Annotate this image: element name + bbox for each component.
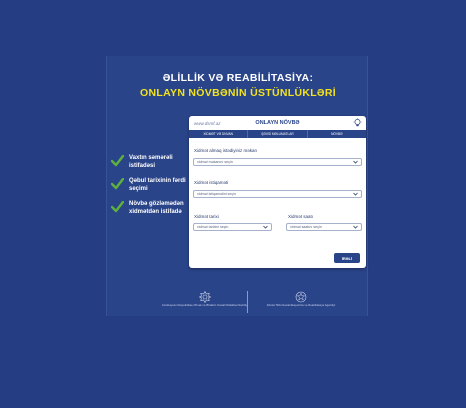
ministry-logo-block: [155, 291, 255, 307]
benefit-text: Qəbul tarixinin fərdi seçimi: [129, 178, 186, 192]
check-icon: [111, 201, 124, 213]
date-select-value: xidmət tarixini seçin: [197, 225, 229, 229]
headline-line2: ONLAYN NÖVBƏNİN ÜSTÜNLÜKLƏRİ: [140, 87, 336, 99]
direction-select[interactable]: [193, 190, 362, 198]
benefit-text: Növbə gözləmədən xidmətdən istifadə: [129, 201, 184, 215]
footer-divider: [247, 291, 248, 313]
place-label: Xidmət almaq istədiyiniz məkan: [194, 148, 258, 153]
progress-steps: [189, 130, 366, 138]
agency-emblem-icon: [295, 291, 307, 303]
time-select[interactable]: [286, 223, 362, 231]
site-url[interactable]: www.dsmf.az: [194, 120, 221, 126]
benefit-text: Vaxtın səmərəli istifadəsi: [129, 155, 173, 169]
time-select-value: xidmət saatını seçin: [290, 225, 322, 229]
benefit-item: [111, 177, 191, 193]
ministry-emblem-icon: [199, 291, 211, 303]
next-button[interactable]: İRƏLİ: [334, 253, 360, 263]
place-select-value: xidmət məkanını seçin: [197, 160, 233, 164]
benefit-item: [111, 154, 191, 170]
place-select[interactable]: [193, 158, 362, 166]
step-queue[interactable]: NÖVBƏ: [331, 132, 343, 136]
headline-line1: ƏLİLLİK VƏ REABİLİTASİYA:: [162, 72, 314, 84]
date-label: Xidmət tarixi: [194, 214, 219, 219]
benefits-list: [111, 154, 191, 223]
agency-name: Dövlət Tibbi-Sosial Ekspertiza və Reabilitasiya Agentliyi: [266, 303, 336, 307]
chevron-down-icon: [353, 192, 358, 196]
direction-select-value: xidmət istiqamətini seçin: [197, 192, 236, 196]
lightbulb-icon: [353, 118, 362, 128]
chevron-down-icon: [353, 160, 358, 164]
card-title: ONLAYN NÖVBƏ: [255, 120, 300, 126]
chevron-down-icon: [263, 225, 268, 229]
agency-logo-block: [251, 291, 351, 307]
footer: [107, 291, 369, 313]
step-personal-info[interactable]: ŞƏXSİ MƏLUMATLAR: [248, 130, 307, 138]
poster: [106, 56, 368, 316]
time-label: Xidmət saatı: [288, 214, 314, 219]
check-icon: [111, 155, 124, 167]
direction-label: Xidmət istiqaməti: [194, 180, 229, 185]
check-icon: [111, 178, 124, 190]
headline: [107, 72, 369, 99]
date-select[interactable]: [193, 223, 272, 231]
ministry-name: Azərbaycan Respublikası Əmək və Əhalinin Sosial Müdafiəsi Nazirliyi: [161, 303, 249, 307]
card-header: [189, 116, 366, 130]
online-queue-card: [189, 116, 366, 268]
benefit-item: [111, 200, 191, 216]
step-service-address[interactable]: XİDMƏT VƏ ÜNVAN: [189, 130, 248, 138]
chevron-down-icon: [353, 225, 358, 229]
